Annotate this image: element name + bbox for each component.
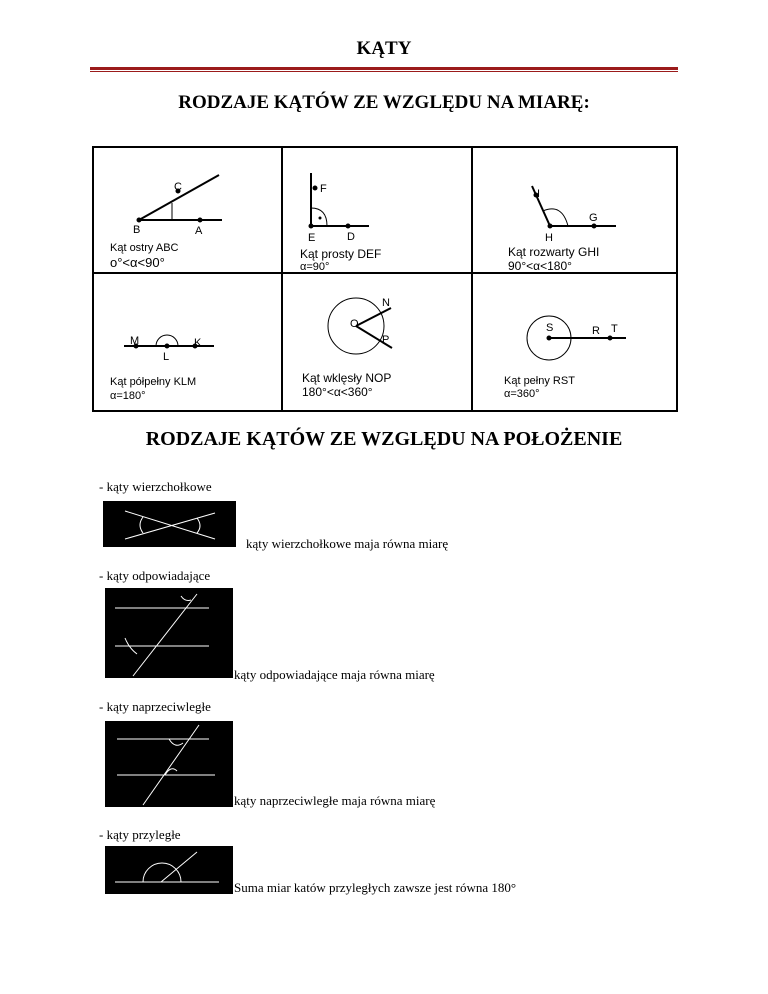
section-heading-measure: RODZAJE KĄTÓW ZE WZGLĘDU NA MIARĘ: xyxy=(178,92,590,113)
item-desc-corresponding: kąty odpowiadające maja równa miarę xyxy=(234,667,435,682)
angle-range-acute: o°<α<90° xyxy=(110,255,165,270)
angle-range-reflex: 180°<α<360° xyxy=(302,385,373,399)
right-angle-figure xyxy=(309,173,369,228)
angle-name-full: Kąt pełny RST xyxy=(504,375,575,387)
vertical-angles-figure xyxy=(103,501,236,547)
point-label: P xyxy=(382,334,390,346)
adjacent-angles-figure xyxy=(105,846,233,894)
angle-name-straight: Kąt półpełny KLM xyxy=(110,376,197,388)
angle-range-right: α=90° xyxy=(300,261,330,273)
point-label: B xyxy=(133,224,141,236)
item-label-corresponding: - kąty odpowiadające xyxy=(99,568,211,583)
point-label: A xyxy=(195,225,203,237)
angle-range-straight: α=180° xyxy=(110,390,146,402)
obtuse-angle-figure xyxy=(532,186,616,228)
point-label: N xyxy=(382,297,390,309)
point-label: R xyxy=(592,325,600,337)
corresponding-angles-figure xyxy=(105,588,233,678)
angle-types-table xyxy=(92,146,678,412)
point-label: M xyxy=(130,335,140,347)
point-label: L xyxy=(163,351,170,363)
angle-range-obtuse: 90°<α<180° xyxy=(508,259,572,273)
corresponding-angles-diagram xyxy=(105,588,233,678)
point-label: S xyxy=(546,322,554,334)
point-label: I xyxy=(537,188,541,200)
point-label: E xyxy=(308,232,316,244)
item-desc-alternate: kąty naprzeciwległe maja równa miarę xyxy=(234,793,436,808)
title-divider-thin xyxy=(90,71,678,72)
title-divider xyxy=(90,67,678,70)
section-heading-position: RODZAJE KĄTÓW ZE WZGLĘDU NA POŁOŻENIE xyxy=(145,428,623,450)
angle-name-acute: Kąt ostry ABC xyxy=(110,242,179,254)
angle-name-reflex: Kąt wklęsły NOP xyxy=(302,371,392,385)
adjacent-angles-diagram xyxy=(105,846,233,894)
angle-name-right: Kąt prosty DEF xyxy=(300,247,382,261)
point-label: O xyxy=(350,318,359,330)
point-label: F xyxy=(320,183,327,195)
angle-name-obtuse: Kąt rozwarty GHI xyxy=(508,245,600,259)
vertical-angles-diagram xyxy=(103,501,236,547)
point-label: G xyxy=(589,212,598,224)
alternate-angles-figure xyxy=(105,721,233,807)
item-label-alternate: - kąty naprzeciwległe xyxy=(99,699,211,714)
point-label: T xyxy=(611,323,618,335)
point-label: C xyxy=(174,181,182,193)
item-desc-adjacent: Suma miar katów przyległych zawsze jest równa 180° xyxy=(234,880,517,895)
angle-range-full: α=360° xyxy=(504,388,540,400)
point-label: K xyxy=(194,337,202,349)
point-label: H xyxy=(545,232,553,244)
item-desc-vertical: kąty wierzchołkowe maja równa miarę xyxy=(246,536,449,551)
item-label-vertical: - kąty wierzchołkowe xyxy=(99,479,212,494)
alternate-angles-diagram xyxy=(105,721,233,807)
point-label: D xyxy=(347,231,355,243)
page-title: KĄTY xyxy=(356,38,412,59)
item-label-adjacent: - kąty przyległe xyxy=(99,827,181,842)
